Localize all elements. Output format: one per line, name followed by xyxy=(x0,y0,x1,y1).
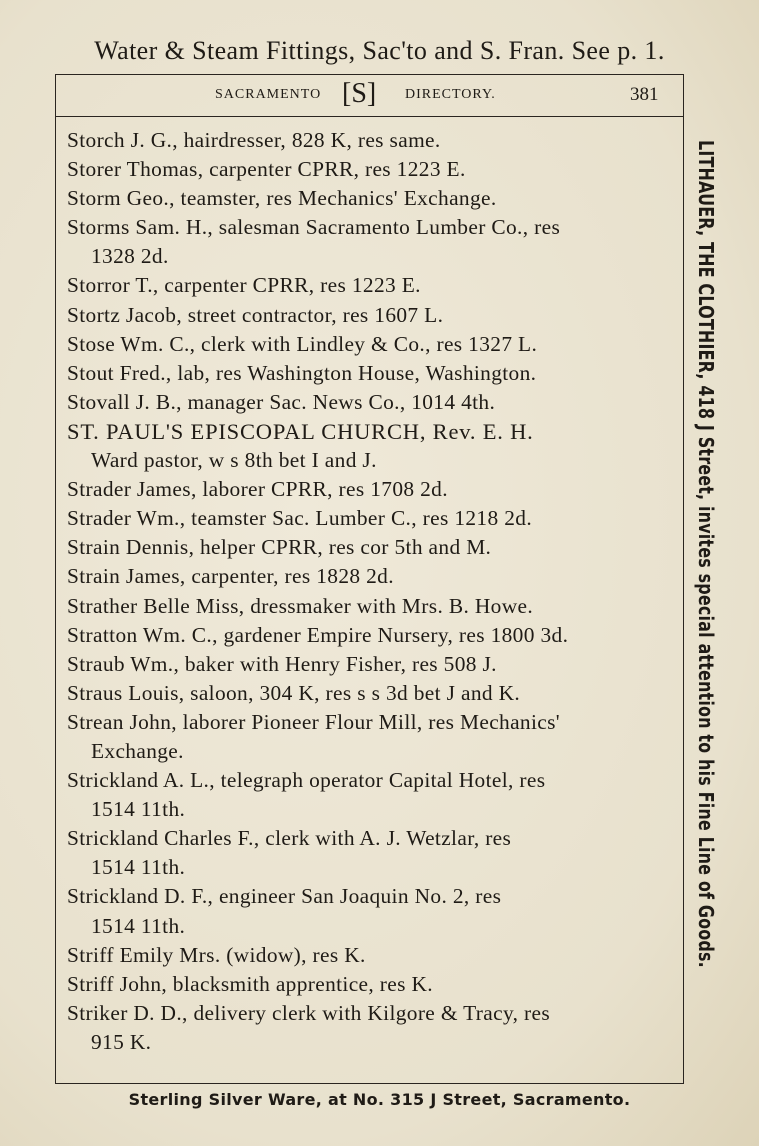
directory-entry xyxy=(67,330,677,359)
entry-text: Storms Sam. H., salesman Sacramento Lumber Co., res xyxy=(67,215,561,240)
directory-entry xyxy=(67,970,677,999)
directory-entry xyxy=(67,708,677,766)
entry-text: Striff Emily Mrs. (widow), res K. xyxy=(67,942,366,967)
entry-text: Storm Geo., teamster, res Mechanics' Exchange. xyxy=(67,186,497,211)
entry-continuation: 1328 2d. xyxy=(91,244,169,269)
entry-text: Strickland Charles F., clerk with A. J. Wetzlar, res xyxy=(67,826,512,851)
directory-entry xyxy=(67,504,677,533)
entry-text: Storer Thomas, carpenter CPRR, res 1223 E. xyxy=(67,157,466,182)
directory-entry xyxy=(67,999,677,1057)
entry-text: Stovall J. B., manager Sac. News Co., 1014 4th. xyxy=(67,389,496,414)
directory-entry xyxy=(67,155,677,184)
directory-entry xyxy=(67,475,677,504)
entry-text: ST. PAUL'S EPISCOPAL CHURCH, Rev. E. H. xyxy=(67,418,534,444)
directory-entry xyxy=(67,824,677,882)
entry-text: Striker D. D., delivery clerk with Kilgore & Tracy, res xyxy=(67,1000,551,1025)
entry-text: Stratton Wm. C., gardener Empire Nursery, res 1800 3d. xyxy=(67,622,569,647)
directory-entry xyxy=(67,271,677,300)
directory-entry xyxy=(67,388,677,417)
directory-entry xyxy=(67,301,677,330)
entry-continuation: 915 K. xyxy=(91,1029,152,1054)
entry-text: Strickland A. L., telegraph operator Capital Hotel, res xyxy=(67,768,546,793)
directory-entry xyxy=(67,941,677,970)
entry-text: Stose Wm. C., clerk with Lindley & Co., res 1327 L. xyxy=(67,331,538,356)
directory-entry xyxy=(67,621,677,650)
entry-text: Stortz Jacob, street contractor, res 1607 L. xyxy=(67,302,444,327)
header-rule xyxy=(55,116,684,117)
bottom-advertisement: Sterling Silver Ware, at No. 315 J Street, Sacramento. xyxy=(128,1090,631,1109)
directory-entry xyxy=(67,213,677,271)
directory-entry xyxy=(67,679,677,708)
side-advertisement-text: LITHAUER, THE CLOTHIER, 418 J Street, invites special attention to his Fine Line of Goods. xyxy=(694,140,718,968)
entry-text: Stout Fred., lab, res Washington House, Washington. xyxy=(67,360,537,385)
entry-continuation: Exchange. xyxy=(91,738,184,763)
entry-text: Strader Wm., teamster Sac. Lumber C., res 1218 2d. xyxy=(67,506,533,531)
directory-entry xyxy=(67,184,677,213)
running-head-city: SACRAMENTO xyxy=(215,87,322,102)
page-number: 381 xyxy=(630,84,659,105)
entry-text: Storch J. G., hairdresser, 828 K, res same. xyxy=(67,128,441,152)
entry-continuation: 1514 11th. xyxy=(91,855,186,880)
directory-entry xyxy=(67,882,677,940)
entry-text: Strean John, laborer Pioneer Flour Mill, res Mechanics' xyxy=(67,709,560,734)
entry-text: Strain Dennis, helper CPRR, res cor 5th and M. xyxy=(67,535,492,560)
top-advertisement: Water & Steam Fittings, Sac'to and S. Fran. See p. 1. xyxy=(94,36,665,65)
directory-entry xyxy=(67,562,677,591)
entry-text: Straus Louis, saloon, 304 K, res s s 3d bet J and K. xyxy=(67,680,521,705)
entry-continuation: 1514 11th. xyxy=(91,797,186,822)
entry-text: Strickland D. F., engineer San Joaquin No. 2, res xyxy=(67,884,502,909)
running-head xyxy=(55,80,682,112)
directory-entry xyxy=(67,650,677,679)
directory-entry xyxy=(67,359,677,388)
directory-entry xyxy=(67,766,677,824)
directory-entries xyxy=(67,126,677,1057)
entry-text: Strader James, laborer CPRR, res 1708 2d. xyxy=(67,477,448,502)
directory-entry-church xyxy=(67,417,677,475)
directory-entry xyxy=(67,126,677,155)
entry-continuation: Ward pastor, w s 8th bet I and J. xyxy=(91,448,377,473)
directory-entry xyxy=(67,533,677,562)
entry-text: Striff John, blacksmith apprentice, res K. xyxy=(67,971,433,996)
running-head-title: DIRECTORY. xyxy=(405,87,496,102)
entry-text: Strather Belle Miss, dressmaker with Mrs. B. Howe. xyxy=(67,593,534,618)
entry-text: Storror T., carpenter CPRR, res 1223 E. xyxy=(67,273,421,298)
running-head-letter: [S] xyxy=(342,78,377,109)
entry-text: Straub Wm., baker with Henry Fisher, res 508 J. xyxy=(67,651,497,676)
directory-entry xyxy=(67,592,677,621)
entry-continuation: 1514 11th. xyxy=(91,913,186,938)
entry-text: Strain James, carpenter, res 1828 2d. xyxy=(67,564,394,589)
